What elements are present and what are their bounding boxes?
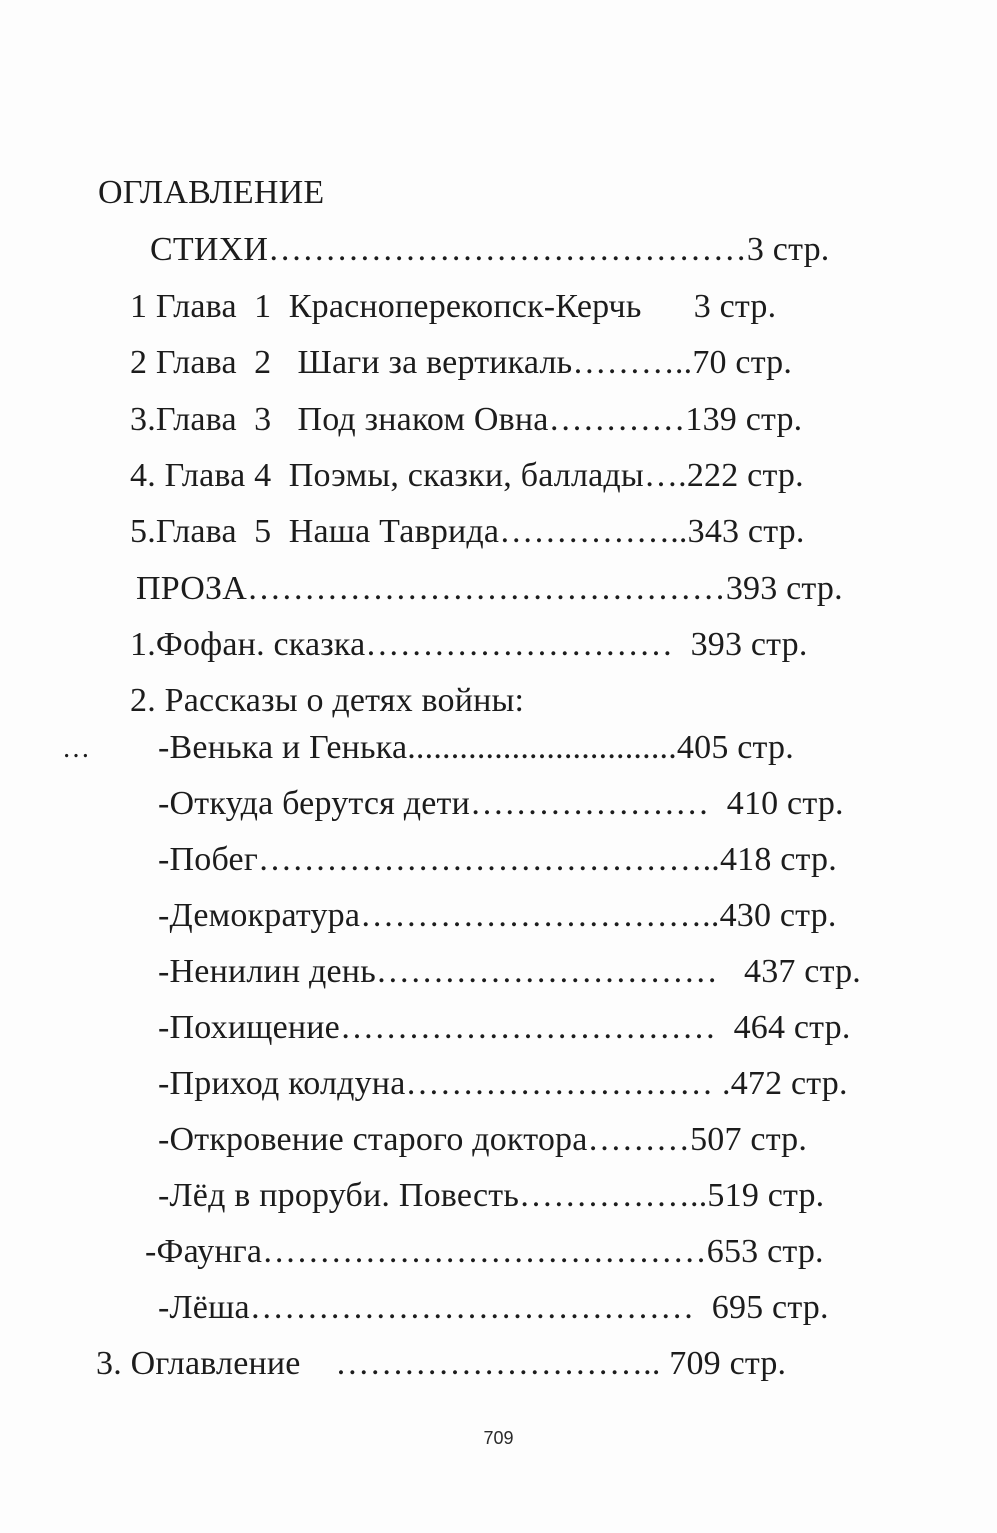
toc-entry-chapter-5: 5.Глава 5 Наша Таврида……………..343 стр. xyxy=(130,513,805,550)
toc-entry-war-children-stories: 2. Рассказы о детях войны: xyxy=(130,682,525,719)
toc-entry-faunga: -Фаунга…………………………………653 стр. xyxy=(145,1233,824,1270)
toc-entry-pobeg: -Побег…………………………………..418 стр. xyxy=(158,841,837,878)
toc-entry-lesha: -Лёша………………………………… 695 стр. xyxy=(158,1289,829,1326)
margin-mark: … xyxy=(62,733,91,764)
toc-heading: ОГЛАВЛЕНИЕ xyxy=(98,174,325,211)
toc-entry-otkuda: -Откуда берутся дети………………… 410 стр. xyxy=(158,785,844,822)
toc-entry-venka: -Венька и Генька...............................405 стр. xyxy=(158,729,794,766)
toc-entry-fofan: 1.Фофан. сказка……………………… 393 стр. xyxy=(130,626,808,663)
page-number: 709 xyxy=(483,1428,514,1448)
toc-entry-prose: ПРОЗА……………………………………393 стр. xyxy=(136,570,843,607)
toc-entry-pokhishchenie: -Похищение…………………………… 464 стр. xyxy=(158,1009,851,1046)
toc-entry-prikhod: -Приход колдуна……………………… .472 стр. xyxy=(158,1065,848,1102)
toc-entry-chapter-1: 1 Глава 1 Красноперекопск-Керчь 3 стр. xyxy=(130,288,777,325)
toc-entry-chapter-2: 2 Глава 2 Шаги за вертикаль………..70 стр. xyxy=(130,344,793,381)
toc-entry-chapter-4: 4. Глава 4 Поэмы, сказки, баллады….222 стр. xyxy=(130,457,804,494)
toc-entry-contents: 3. Оглавление ……………………….. 709 стр. xyxy=(96,1345,787,1382)
toc-entry-otkrovenie: -Откровение старого доктора………507 стр. xyxy=(158,1121,808,1158)
toc-entry-chapter-3: 3.Глава 3 Под знаком Овна…………139 стр. xyxy=(130,401,803,438)
toc-entry-led: -Лёд в проруби. Повесть……………..519 стр. xyxy=(158,1177,825,1214)
toc-entry-nenilin: -Ненилин день………………………… 437 стр. xyxy=(158,953,861,990)
toc-entry-demokratura: -Демократура…………………………..430 стр. xyxy=(158,897,837,934)
toc-entry-poems: СТИХИ……………………………………3 стр. xyxy=(150,231,830,268)
